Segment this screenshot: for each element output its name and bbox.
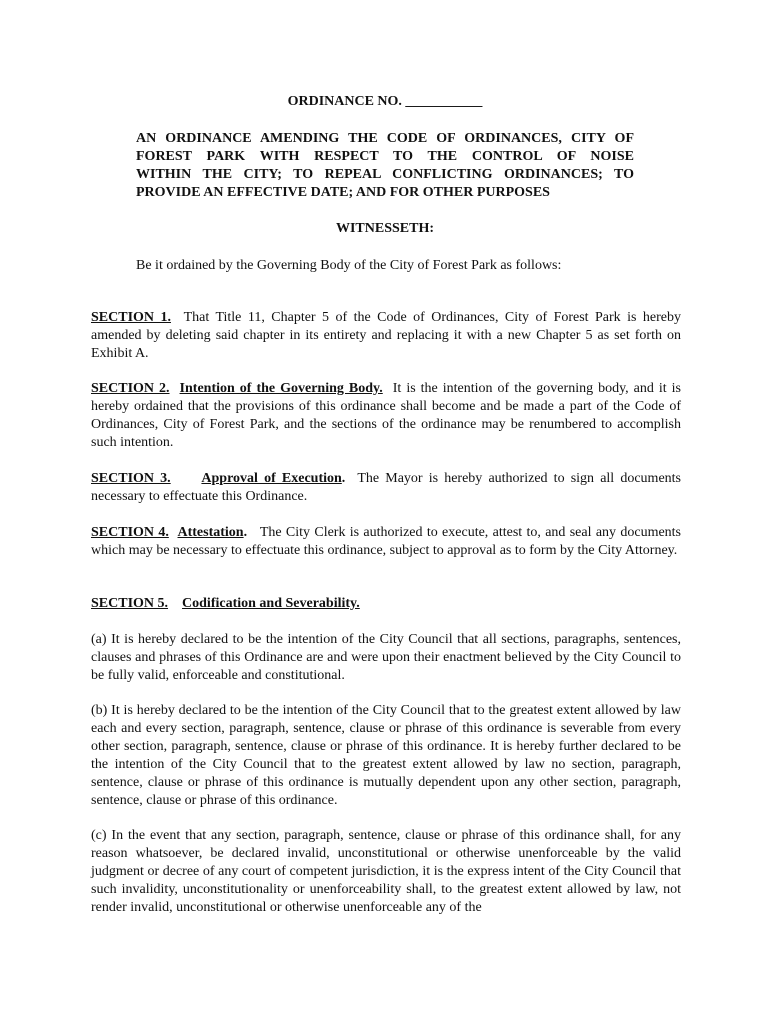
- section-2: [91, 380, 681, 452]
- section-body: That Title 11, Chapter 5 of the Code of Ordinances, City of Forest Park is hereby amended by deleting said chapter in its entirety and replacing it with a new Chapter 5 as set forth on Exhibit A.: [91, 310, 681, 361]
- section-label: SECTION 2.: [91, 381, 170, 396]
- witnesseth-heading: WITNESSETH:: [335, 221, 435, 236]
- title-line: AN ORDINANCE AMENDING THE CODE OF ORDINANCES, CITY OF: [136, 131, 634, 146]
- section-heading: Approval of Execution: [201, 471, 342, 486]
- section-label: SECTION 3.: [91, 471, 171, 486]
- section-3: SECTION 3. Approval of Execution. The Mayor is hereby authorized to sign all documents necessary to effectuate this Ordinance.: [91, 471, 681, 504]
- ordinance-number: ORDINANCE NO. ___________: [287, 94, 483, 109]
- section-label: SECTION 4.: [91, 525, 169, 540]
- section-5: [91, 595, 681, 613]
- section-label: SECTION 5.: [91, 596, 169, 611]
- section-4: SECTION 4. Attestation. The City Clerk is authorized to execute, attest to, and seal any documents which may be necessary to effectuate this ordinance, subject to approval as to form by the City Attorney.: [91, 525, 682, 558]
- ordinance-title: [136, 130, 634, 202]
- paragraph-c: (c) In the event that any section, paragraph, sentence, clause or phrase of this ordinance shall, for any reason whatsoever, be declared invalid, unconstitutional or otherwise unenforceable by the valid judgment or decree of any court of competent jurisdiction, it is the express intent of the City Council that such invalidity, unconstitutionality or unenforceability shall, to the greatest extent allowed by law, not render invalid, unconstitutional or otherwise unenforceable any of the: [91, 828, 681, 915]
- ordained-clause: Be it ordained by the Governing Body of the City of Forest Park as follows:: [136, 258, 562, 273]
- section-body: The City Clerk is authorized to execute, attest to, and seal any documents which may be necessary to effectuate this ordinance, subject to approval as to form by the City Attorney.: [91, 525, 682, 558]
- section-body: The Mayor is hereby authorized to sign all documents necessary to effectuate this Ordinance.: [91, 471, 681, 504]
- section-body: It is the intention of the governing body, and it is hereby ordained that the provisions of this ordinance shall become and be made a part of the Code of Ordinances, City of Forest Park, and the sections of the ordinance may be renumbered to accomplish such intention.: [91, 381, 682, 450]
- title-line: FOREST PARK WITH RESPECT TO THE CONTROL OF NOISE: [136, 149, 634, 164]
- title-line: WITHIN THE CITY; TO REPEAL CONFLICTING ORDINANCES; TO: [136, 167, 634, 182]
- section-1: [91, 309, 681, 363]
- section-label: SECTION 1.: [91, 310, 171, 325]
- section-heading: Intention of the Governing Body.: [179, 381, 383, 396]
- section-heading: Codification and Severability.: [182, 596, 360, 611]
- title-line: PROVIDE AN EFFECTIVE DATE; AND FOR OTHER PURPOSES: [136, 185, 550, 200]
- paragraph-b: (b) It is hereby declared to be the intention of the City Council that to the greatest extent allowed by law each and every section, paragraph, sentence, clause or phrase of this ordinance is severable from every other section, paragraph, sentence, clause or phrase of this ordinance. It is hereby further declared to be the intention of the City Council that to the greatest extent allowed by law no section, paragraph, sentence, clause or phrase of this ordinance is mutually dependent upon any other section, paragraph, sentence, clause or phrase of this ordinance.: [91, 703, 681, 808]
- paragraph-a: (a) It is hereby declared to be the intention of the City Council that all sections, paragraphs, sentences, clauses and phrases of this Ordinance are and were upon their enactment believed by the City Council to be fully valid, enforceable and constitutional.: [91, 632, 681, 683]
- section-heading: Attestation: [177, 525, 244, 540]
